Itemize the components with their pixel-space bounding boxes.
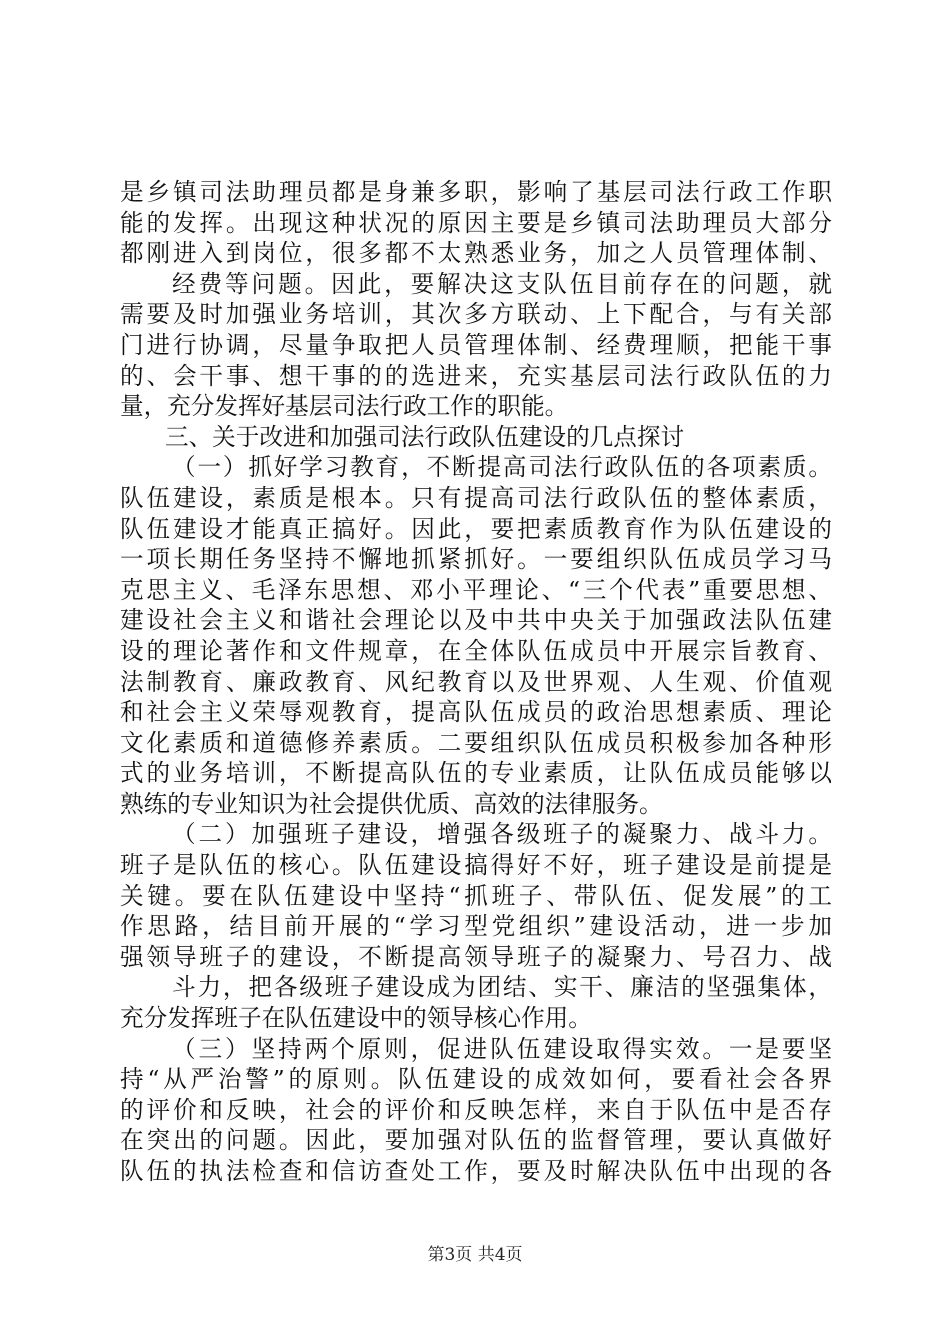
text-line: （一）抓好学习教育，不断提高司法行政队伍的各项素质。 bbox=[172, 453, 832, 482]
body-text bbox=[120, 177, 832, 1187]
text-line: 的评价和反映，社会的评价和反映怎样，来自于队伍中是否存 bbox=[120, 1095, 832, 1124]
text-line: 能的发挥。出现这种状况的原因主要是乡镇司法助理员大部分 bbox=[120, 208, 832, 237]
text-line: 在突出的问题。因此，要加强对队伍的监督管理，要认真做好 bbox=[120, 1126, 832, 1155]
text-line: 队伍建设，素质是根本。只有提高司法行政队伍的整体素质， bbox=[120, 483, 832, 512]
text-line: 建设社会主义和谐社会理论以及中共中央关于加强政法队伍建 bbox=[120, 606, 832, 635]
text-line: 量，充分发挥好基层司法行政工作的职能。 bbox=[120, 392, 569, 421]
page-footer: 第3页 共4页 bbox=[427, 1245, 523, 1265]
text-line: 充分发挥班子在队伍建设中的领导核心作用。 bbox=[120, 1004, 592, 1033]
text-line: 强领导班子的建设，不断提高领导班子的凝聚力、号召力、战 bbox=[120, 942, 832, 971]
text-line: 持“从严治警”的原则。队伍建设的成效如何，要看社会各界 bbox=[120, 1065, 832, 1094]
text-line: 一项长期任务坚持不懈地抓紧抓好。一要组织队伍成员学习马 bbox=[120, 545, 832, 574]
text-line: 队伍建设才能真正搞好。因此，要把素质教育作为队伍建设的 bbox=[120, 514, 832, 543]
text-line: 式的业务培训，不断提高队伍的专业素质，让队伍成员能够以 bbox=[120, 759, 832, 788]
text-line: 文化素质和道德修养素质。二要组织队伍成员积极参加各种形 bbox=[120, 728, 832, 757]
text-line: 三、关于改进和加强司法行政队伍建设的几点探讨 bbox=[165, 422, 685, 451]
text-line: 队伍的执法检查和信访查处工作，要及时解决队伍中出现的各 bbox=[120, 1157, 832, 1185]
text-line: 作思路，结目前开展的“学习型党组织”建设活动，进一步加 bbox=[120, 912, 832, 941]
text-line: 法制教育、廉政教育、风纪教育以及世界观、人生观、价值观 bbox=[120, 667, 832, 696]
text-line: 和社会主义荣辱观教育，提高队伍成员的政治思想素质、理论 bbox=[120, 698, 832, 727]
text-line: （二）加强班子建设，增强各级班子的凝聚力、战斗力。 bbox=[172, 820, 832, 849]
text-line: 关键。要在队伍建设中坚持“抓班子、带队伍、促发展”的工 bbox=[120, 881, 832, 910]
text-line: 需要及时加强业务培训，其次多方联动、上下配合，与有关部 bbox=[120, 300, 832, 329]
text-line: 班子是队伍的核心。队伍建设搞得好不好，班子建设是前提是 bbox=[120, 851, 832, 880]
text-line: 是乡镇司法助理员都是身兼多职，影响了基层司法行政工作职 bbox=[120, 178, 832, 206]
text-line: （三）坚持两个原则，促进队伍建设取得实效。一是要坚 bbox=[172, 1034, 832, 1063]
text-line: 的、会干事、想干事的的选进来，充实基层司法行政队伍的力 bbox=[120, 361, 832, 390]
text-line: 克思主义、毛泽东思想、邓小平理论、“三个代表”重要思想、 bbox=[120, 575, 832, 604]
text-line: 斗力，把各级班子建设成为团结、实干、廉洁的坚强集体， bbox=[172, 973, 832, 1002]
text-line: 经费等问题。因此，要解决这支队伍目前存在的问题，就 bbox=[172, 269, 832, 298]
text-line: 设的理论著作和文件规章，在全体队伍成员中开展宗旨教育、 bbox=[120, 636, 832, 665]
text-line: 熟练的专业知识为社会提供优质、高效的法律服务。 bbox=[120, 789, 663, 818]
text-line: 门进行协调，尽量争取把人员管理体制、经费理顺，把能干事 bbox=[120, 330, 832, 359]
text-line: 都刚进入到岗位，很多都不太熟悉业务，加之人员管理体制、 bbox=[120, 239, 832, 268]
